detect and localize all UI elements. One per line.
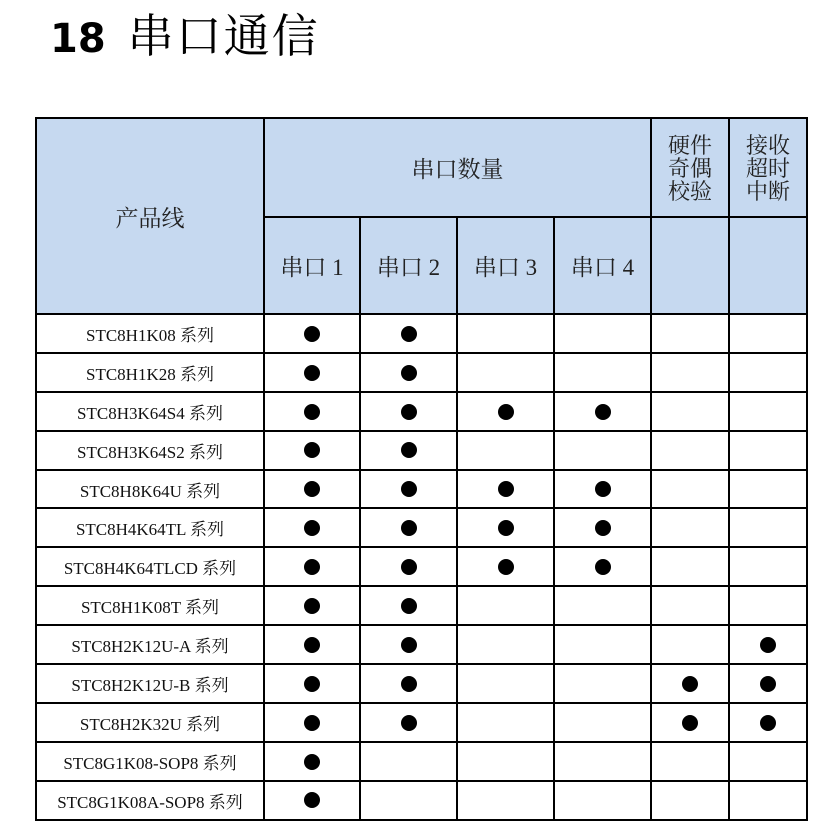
product-line-name: STC8H4K64TLCD 系列 <box>36 547 264 586</box>
supported-dot-icon <box>595 559 611 575</box>
header-rx-timeout-line: 接收 <box>745 133 790 158</box>
cell-uart4 <box>554 392 651 431</box>
supported-dot-icon <box>401 404 417 420</box>
cell-rx-timeout <box>729 703 807 742</box>
header-product-line: 产品线 <box>36 118 264 314</box>
header-uart-4: 串口 4 <box>554 217 651 314</box>
cell-hw-parity <box>651 392 729 431</box>
header-hw-parity-line: 硬件 <box>667 133 712 158</box>
header-rx-timeout-blank <box>729 217 807 314</box>
cell-uart4 <box>554 625 651 664</box>
header-hw-parity-blank <box>651 217 729 314</box>
cell-uart4 <box>554 353 651 392</box>
supported-dot-icon <box>304 520 320 536</box>
supported-dot-icon <box>304 326 320 342</box>
cell-hw-parity <box>651 547 729 586</box>
product-line-name: STC8H2K12U-A 系列 <box>36 625 264 664</box>
table-row <box>36 470 807 509</box>
cell-uart3 <box>457 314 554 353</box>
supported-dot-icon <box>304 559 320 575</box>
product-line-name: STC8H8K64U 系列 <box>36 470 264 509</box>
cell-hw-parity <box>651 664 729 703</box>
cell-uart1 <box>264 431 360 470</box>
cell-hw-parity <box>651 353 729 392</box>
product-line-name: STC8H2K12U-B 系列 <box>36 664 264 703</box>
cell-uart2 <box>360 508 457 547</box>
product-line-name: STC8G1K08-SOP8 系列 <box>36 742 264 781</box>
cell-uart2 <box>360 625 457 664</box>
uart-feature-table <box>35 117 808 821</box>
cell-uart4 <box>554 431 651 470</box>
product-line-name: STC8H4K64TL 系列 <box>36 508 264 547</box>
supported-dot-icon <box>682 676 698 692</box>
supported-dot-icon <box>682 715 698 731</box>
supported-dot-icon <box>760 637 776 653</box>
table-row <box>36 625 807 664</box>
supported-dot-icon <box>401 637 417 653</box>
cell-uart4 <box>554 314 651 353</box>
supported-dot-icon <box>401 559 417 575</box>
supported-dot-icon <box>760 715 776 731</box>
cell-uart2 <box>360 703 457 742</box>
supported-dot-icon <box>304 598 320 614</box>
cell-uart1 <box>264 392 360 431</box>
cell-rx-timeout <box>729 781 807 820</box>
supported-dot-icon <box>401 442 417 458</box>
cell-uart3 <box>457 742 554 781</box>
header-uart-3: 串口 3 <box>457 217 554 314</box>
cell-uart4 <box>554 470 651 509</box>
table-row <box>36 703 807 742</box>
product-line-name: STC8G1K08A-SOP8 系列 <box>36 781 264 820</box>
product-line-name: STC8H3K64S2 系列 <box>36 431 264 470</box>
cell-uart2 <box>360 742 457 781</box>
section-heading <box>50 4 320 68</box>
cell-uart2 <box>360 547 457 586</box>
cell-uart3 <box>457 586 554 625</box>
cell-hw-parity <box>651 508 729 547</box>
section-title: 串口通信 <box>127 9 320 63</box>
cell-uart4 <box>554 508 651 547</box>
cell-uart2 <box>360 392 457 431</box>
cell-uart1 <box>264 781 360 820</box>
cell-uart4 <box>554 742 651 781</box>
cell-uart3 <box>457 625 554 664</box>
supported-dot-icon <box>304 715 320 731</box>
supported-dot-icon <box>401 676 417 692</box>
cell-rx-timeout <box>729 470 807 509</box>
table-row <box>36 547 807 586</box>
supported-dot-icon <box>304 481 320 497</box>
header-uart-2: 串口 2 <box>360 217 457 314</box>
cell-uart2 <box>360 470 457 509</box>
cell-uart4 <box>554 781 651 820</box>
supported-dot-icon <box>498 520 514 536</box>
cell-hw-parity <box>651 742 729 781</box>
supported-dot-icon <box>595 404 611 420</box>
cell-rx-timeout <box>729 353 807 392</box>
supported-dot-icon <box>304 365 320 381</box>
cell-rx-timeout <box>729 392 807 431</box>
supported-dot-icon <box>401 326 417 342</box>
table-row <box>36 664 807 703</box>
table-row <box>36 392 807 431</box>
supported-dot-icon <box>401 520 417 536</box>
cell-uart3 <box>457 470 554 509</box>
cell-uart1 <box>264 314 360 353</box>
supported-dot-icon <box>304 792 320 808</box>
cell-uart2 <box>360 781 457 820</box>
cell-hw-parity <box>651 431 729 470</box>
header-hw-parity-line: 校验 <box>667 179 712 204</box>
table-row <box>36 353 807 392</box>
cell-uart3 <box>457 781 554 820</box>
supported-dot-icon <box>304 637 320 653</box>
cell-rx-timeout <box>729 586 807 625</box>
cell-uart3 <box>457 392 554 431</box>
cell-uart3 <box>457 508 554 547</box>
product-line-name: STC8H1K28 系列 <box>36 353 264 392</box>
cell-hw-parity <box>651 314 729 353</box>
header-rx-timeout <box>729 118 807 217</box>
supported-dot-icon <box>595 520 611 536</box>
cell-uart1 <box>264 470 360 509</box>
product-line-name: STC8H2K32U 系列 <box>36 703 264 742</box>
table-row <box>36 431 807 470</box>
header-rx-timeout-line: 超时 <box>745 156 790 181</box>
supported-dot-icon <box>401 715 417 731</box>
cell-uart1 <box>264 664 360 703</box>
cell-uart2 <box>360 664 457 703</box>
cell-hw-parity <box>651 586 729 625</box>
cell-rx-timeout <box>729 742 807 781</box>
cell-uart1 <box>264 742 360 781</box>
cell-uart1 <box>264 586 360 625</box>
cell-uart4 <box>554 703 651 742</box>
header-hw-parity <box>651 118 729 217</box>
header-uart-1: 串口 1 <box>264 217 360 314</box>
cell-uart2 <box>360 314 457 353</box>
supported-dot-icon <box>401 365 417 381</box>
cell-rx-timeout <box>729 508 807 547</box>
cell-uart1 <box>264 625 360 664</box>
supported-dot-icon <box>498 559 514 575</box>
cell-hw-parity <box>651 703 729 742</box>
table-row <box>36 742 807 781</box>
table-body <box>36 314 807 820</box>
supported-dot-icon <box>304 754 320 770</box>
table-row <box>36 508 807 547</box>
header-rx-timeout-line: 中断 <box>745 179 790 204</box>
cell-uart3 <box>457 703 554 742</box>
cell-rx-timeout <box>729 431 807 470</box>
cell-rx-timeout <box>729 547 807 586</box>
cell-uart4 <box>554 547 651 586</box>
cell-uart1 <box>264 547 360 586</box>
table-row <box>36 781 807 820</box>
supported-dot-icon <box>595 481 611 497</box>
supported-dot-icon <box>401 598 417 614</box>
cell-uart4 <box>554 664 651 703</box>
table-row <box>36 586 807 625</box>
cell-hw-parity <box>651 781 729 820</box>
cell-uart3 <box>457 664 554 703</box>
supported-dot-icon <box>304 442 320 458</box>
product-line-name: STC8H1K08 系列 <box>36 314 264 353</box>
cell-hw-parity <box>651 625 729 664</box>
product-line-name: STC8H1K08T 系列 <box>36 586 264 625</box>
cell-uart4 <box>554 586 651 625</box>
cell-uart3 <box>457 431 554 470</box>
cell-hw-parity <box>651 470 729 509</box>
cell-uart2 <box>360 586 457 625</box>
supported-dot-icon <box>498 481 514 497</box>
cell-uart1 <box>264 703 360 742</box>
cell-uart1 <box>264 353 360 392</box>
header-uart-count: 串口数量 <box>264 118 651 217</box>
product-line-name: STC8H3K64S4 系列 <box>36 392 264 431</box>
header-hw-parity-line: 奇偶 <box>667 156 712 181</box>
supported-dot-icon <box>498 404 514 420</box>
cell-rx-timeout <box>729 314 807 353</box>
cell-rx-timeout <box>729 664 807 703</box>
cell-uart3 <box>457 547 554 586</box>
table-row <box>36 314 807 353</box>
supported-dot-icon <box>760 676 776 692</box>
section-number: 18 <box>50 16 106 62</box>
cell-uart3 <box>457 353 554 392</box>
cell-uart1 <box>264 508 360 547</box>
cell-uart2 <box>360 353 457 392</box>
supported-dot-icon <box>304 676 320 692</box>
cell-uart2 <box>360 431 457 470</box>
supported-dot-icon <box>304 404 320 420</box>
cell-rx-timeout <box>729 625 807 664</box>
supported-dot-icon <box>401 481 417 497</box>
